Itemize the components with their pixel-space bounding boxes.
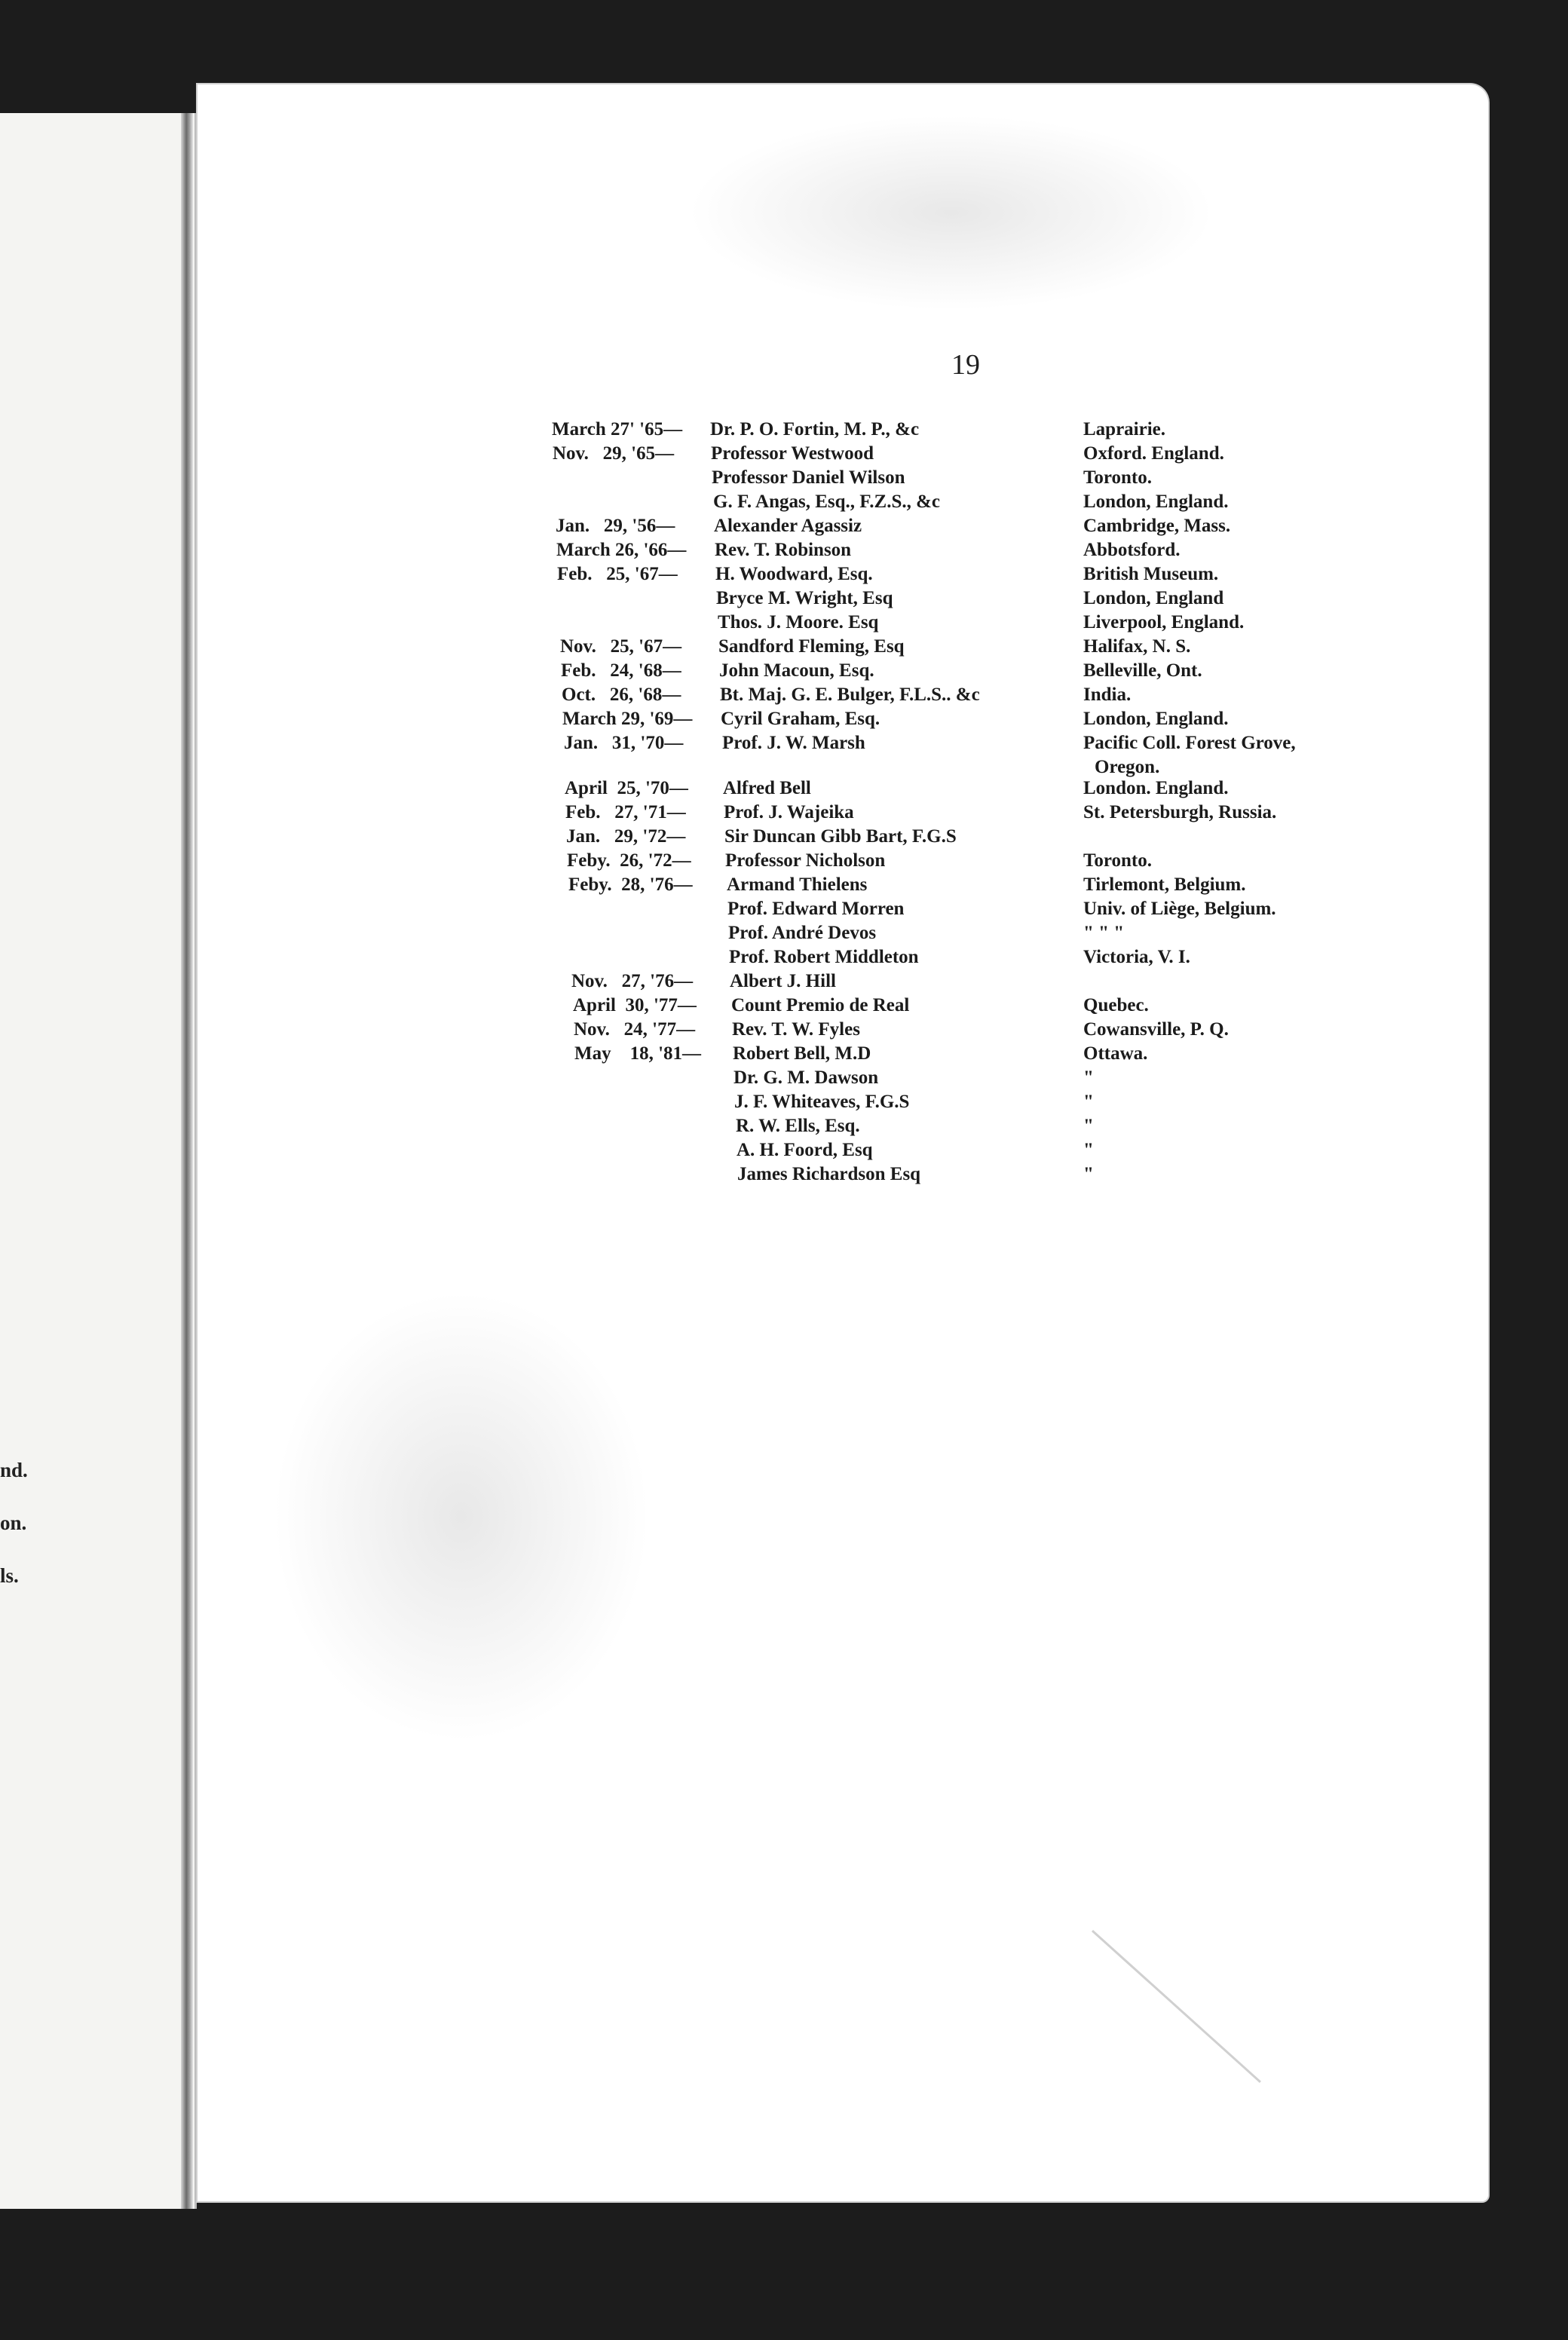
- list-entry: [562, 683, 1466, 707]
- book-spine: [181, 113, 193, 2209]
- list-entry: [558, 587, 1462, 611]
- entry-place: Victoria, V. I.: [1083, 947, 1190, 967]
- entry-place-continuation: Oregon.: [1095, 757, 1160, 777]
- left-page-fragment: nd.: [0, 1459, 28, 1481]
- entry-date: Jan. 29, '56—: [556, 516, 675, 536]
- list-entry: [564, 731, 1468, 755]
- entry-name: Prof. J. Wajeika: [724, 802, 854, 822]
- entry-place: Tirlemont, Belgium.: [1083, 874, 1246, 895]
- entry-place: Liverpool, England.: [1083, 612, 1245, 632]
- entry-date: March 26, '66—: [556, 540, 687, 560]
- entry-date: Nov. 24, '77—: [574, 1019, 696, 1040]
- entry-date: Feb. 27, '71—: [565, 802, 686, 822]
- entry-place: London, England.: [1083, 492, 1229, 512]
- entry-place: Laprairie.: [1083, 419, 1166, 440]
- list-entry: [570, 921, 1475, 945]
- page-number: 19: [951, 349, 980, 381]
- paper-stain: [273, 1291, 650, 1743]
- list-entry: [556, 538, 1461, 562]
- entry-name: Alfred Bell: [723, 778, 811, 798]
- list-entry: [573, 994, 1478, 1018]
- entry-place: Oxford. England.: [1083, 443, 1224, 464]
- entry-date: Nov. 29, '65—: [553, 443, 675, 464]
- entry-name: A. H. Foord, Esq: [737, 1140, 873, 1160]
- entry-name: Bt. Maj. G. E. Bulger, F.L.S.. &c: [720, 685, 980, 705]
- entry-name: Bryce M. Wright, Esq: [716, 588, 893, 608]
- entry-place: London, England.: [1083, 709, 1229, 729]
- entry-name: Thos. J. Moore. Esq: [718, 612, 879, 632]
- entry-name: Professor Westwood: [711, 443, 874, 464]
- entry-date: Feb. 25, '67—: [557, 564, 678, 584]
- entry-place: ": [1083, 1092, 1094, 1112]
- list-entry: [565, 776, 1469, 801]
- entry-date: Feb. 24, '68—: [561, 660, 681, 681]
- list-entry: [575, 1066, 1480, 1090]
- entry-name: Prof. Edward Morren: [727, 899, 905, 919]
- entry-place: Ottawa.: [1083, 1043, 1148, 1064]
- entry-date: Jan. 29, '72—: [566, 826, 686, 847]
- entry-place: Abbotsford.: [1083, 540, 1181, 560]
- list-entry: [578, 1138, 1483, 1162]
- entry-name: Armand Thielens: [727, 874, 868, 895]
- entry-place: Toronto.: [1083, 467, 1153, 488]
- entry-name: James Richardson Esq: [737, 1164, 921, 1184]
- entry-name: Albert J. Hill: [730, 971, 836, 991]
- entry-name: H. Woodward, Esq.: [715, 564, 873, 584]
- entry-place: ": [1083, 1116, 1094, 1136]
- entry-place: Halifax, N. S.: [1083, 636, 1191, 657]
- entry-date: April 25, '70—: [565, 778, 688, 798]
- entry-name: J. F. Whiteaves, F.G.S: [734, 1092, 910, 1112]
- entry-name: Alexander Agassiz: [714, 516, 862, 536]
- entry-place: Cambridge, Mass.: [1083, 516, 1231, 536]
- list-entry: [574, 1018, 1478, 1042]
- entry-place: ": [1083, 1067, 1094, 1088]
- entry-name: Prof. André Devos: [728, 923, 877, 943]
- list-entry: [555, 490, 1459, 514]
- entry-date: Nov. 27, '76—: [571, 971, 694, 991]
- entry-date: April 30, '77—: [573, 995, 697, 1015]
- list-entry: [565, 801, 1470, 825]
- entry-name: Sir Duncan Gibb Bart, F.G.S: [724, 826, 957, 847]
- list-entry: [557, 562, 1462, 587]
- entry-name: Sandford Fleming, Esq: [718, 636, 905, 657]
- right-page: [198, 84, 1488, 2201]
- entry-place: Belleville, Ont.: [1083, 660, 1202, 681]
- left-page: [0, 113, 197, 2209]
- entry-place: " " ": [1083, 923, 1125, 943]
- entry-place: ": [1083, 1164, 1094, 1184]
- list-entry: [571, 969, 1476, 994]
- list-entry: [552, 418, 1456, 442]
- entry-date: May 18, '81—: [574, 1043, 702, 1064]
- entry-name: Cyril Graham, Esq.: [721, 709, 880, 729]
- entry-place: Univ. of Liège, Belgium.: [1083, 899, 1276, 919]
- entry-name: Prof. J. W. Marsh: [722, 733, 865, 753]
- list-entry: [571, 945, 1475, 969]
- entry-name: Robert Bell, M.D: [733, 1043, 871, 1064]
- list-entry: [577, 1114, 1482, 1138]
- entry-name: Professor Daniel Wilson: [712, 467, 905, 488]
- entry-place: British Museum.: [1083, 564, 1219, 584]
- entry-date: March 29, '69—: [562, 709, 693, 729]
- entry-date: March 27' '65—: [552, 419, 683, 440]
- entry-place: Pacific Coll. Forest Grove,: [1083, 733, 1296, 753]
- entry-date: Feby. 26, '72—: [567, 850, 691, 871]
- list-entry: [574, 1042, 1479, 1066]
- left-page-fragment: ls.: [0, 1564, 19, 1587]
- list-entry: [567, 849, 1472, 873]
- list-entry: [576, 1090, 1481, 1114]
- entry-name: Rev. T. Robinson: [715, 540, 852, 560]
- entry-place: Toronto.: [1083, 850, 1153, 871]
- entry-place: Quebec.: [1083, 995, 1149, 1015]
- entry-date: Oct. 26, '68—: [562, 685, 681, 705]
- entry-place: ": [1083, 1140, 1094, 1160]
- entry-date: Nov. 25, '67—: [560, 636, 682, 657]
- entry-name: John Macoun, Esq.: [719, 660, 874, 681]
- list-entry: [553, 466, 1458, 490]
- list-entry: [553, 442, 1457, 466]
- entry-name: Dr. G. M. Dawson: [733, 1067, 879, 1088]
- list-entry: [559, 611, 1464, 635]
- left-page-fragment: on.: [0, 1512, 27, 1534]
- list-entry: [569, 897, 1474, 921]
- list-entry: [556, 514, 1460, 538]
- entry-place: India.: [1083, 685, 1132, 705]
- entry-place: Cowansville, P. Q.: [1083, 1019, 1229, 1040]
- entry-place: London. England.: [1083, 778, 1229, 798]
- entry-place: London, England: [1083, 588, 1224, 608]
- entry-date: Jan. 31, '70—: [564, 733, 684, 753]
- list-entry: [579, 1162, 1484, 1187]
- entry-name: R. W. Ells, Esq.: [736, 1116, 860, 1136]
- list-entry: [568, 873, 1473, 897]
- entry-name: Dr. P. O. Fortin, M. P., &c: [710, 419, 920, 440]
- list-entry: [561, 659, 1465, 683]
- list-entry: [560, 635, 1465, 659]
- paper-stain: [688, 115, 1215, 311]
- entry-name: Prof. Robert Middleton: [729, 947, 919, 967]
- entry-name: G. F. Angas, Esq., F.Z.S., &c: [713, 492, 941, 512]
- entry-place: St. Petersburgh, Russia.: [1083, 802, 1277, 822]
- list-entry: [566, 825, 1471, 849]
- entry-name: Count Premio de Real: [731, 995, 910, 1015]
- entry-name: Rev. T. W. Fyles: [732, 1019, 860, 1040]
- entry-date: Feby. 28, '76—: [568, 874, 693, 895]
- entry-name: Professor Nicholson: [725, 850, 886, 871]
- list-entry: [562, 707, 1467, 731]
